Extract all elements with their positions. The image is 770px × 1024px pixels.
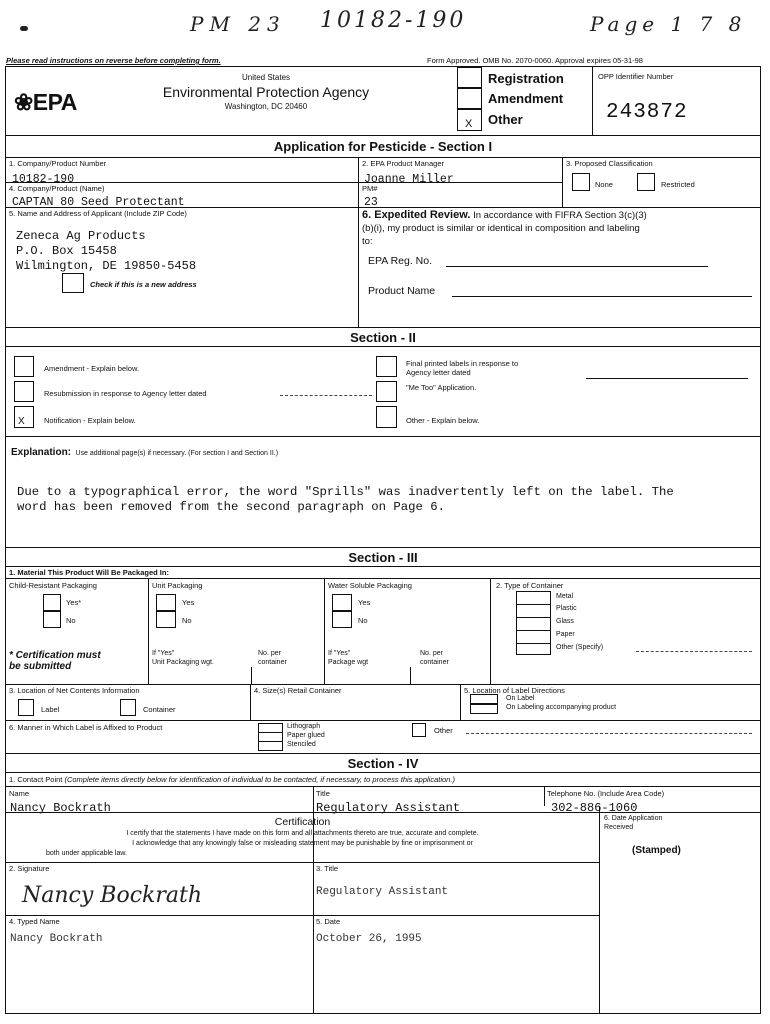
explanation-label: Explanation: Use additional page(s) if necessary. (For section I and Section II.) [11,447,279,458]
agency-address: Washington, DC 20460 [224,102,308,111]
directions-on-label: On Label [506,695,535,702]
stenciled-checkbox[interactable] [258,741,283,751]
container-metal: Metal [556,593,574,600]
certification-statement: I certify that the statements I have made on this form and all attachments thereto are true, accurate and complete. I acknowledge that any knowingly false or misleading statement may be punishable by fine or imprisonment or both under applicable law. [46,830,479,857]
section-1-title: Application for Pesticide - Section I [273,139,493,154]
notification-checked-mark: X [18,416,25,427]
pesticide-application-form [5,66,761,1014]
child-yes: Yes* [66,598,82,607]
classification-none-checkbox[interactable] [572,173,590,191]
agency-letter-date-field[interactable] [586,378,748,379]
unit-no-checkbox[interactable] [156,611,176,628]
product-name-label: 4. Company/Product (Name) [9,184,105,193]
unit-packaging-label: Unit Packaging [152,581,203,590]
container-paper: Paper [556,631,575,638]
pm-number: 23 [364,196,378,209]
agency-name: Environmental Protection Agency [162,84,370,100]
expedited-review-text: 6. Expedited Review. In accordance with FIFRA Section 3(c)(3) (b)(i), my product is similar or identical in composition and labeling to: [362,209,647,247]
epa-reg-field[interactable] [446,266,708,267]
resubmission-label: Resubmission in response to Agency letter dated [44,389,207,398]
contact-name: Nancy Bockrath [10,801,111,815]
contact-title: Regulatory Assistant [316,801,461,815]
container-type-label: 2. Type of Container [496,581,564,590]
explanation-line-2: word has been removed from the second paragraph on Page 6. [17,500,446,514]
container-glass: Glass [556,618,574,625]
method-lithograph: Lithograph [287,723,321,730]
net-contents-label: 3. Location of Net Contents Information [9,686,140,695]
omb-approval: Form Approved. OMB No. 2070-0060. Approval expires 05-31-98 [427,56,643,65]
contact-title-label: Title [316,789,330,798]
applicant-address-label: 5. Name and Address of Applicant (Include ZIP Code) [9,209,187,218]
section-3-title: Section - III [348,550,418,565]
agency-country: United States [241,73,291,82]
resubmission-date-field[interactable] [280,395,372,396]
unit-yes-checkbox[interactable] [156,594,176,611]
telephone: 302-886-1060 [551,801,638,815]
net-label: Label [41,705,60,714]
directions-on-label-checkbox[interactable] [470,694,498,704]
company-product-number-label: 1. Company/Product Number [9,159,107,168]
water-if-yes: If "Yes" Package wgt [328,650,369,666]
type-registration: Registration [488,71,564,86]
container-plastic: Plastic [556,605,577,612]
company-product-number: 10182-190 [12,173,75,186]
method-stenciled: Stenciled [287,741,316,748]
net-container: Container [143,705,176,714]
epa-flower-icon: ❀ [14,89,33,115]
handwritten-pm-note: PM 23 [190,12,286,36]
type-amendment: Amendment [488,91,564,106]
classification-none: None [595,180,613,189]
unit-if-yes: If "Yes" Unit Packaging wgt. [152,650,214,666]
stamped-note: (Stamped) [632,845,681,856]
handwritten-page-number: Page 1 7 8 [590,12,747,36]
amendment-explain-label: Amendment - Explain below. [44,364,140,373]
explanation-line-1: Due to a typographical error, the word "Sprills" was inadvertently left on the label. The [17,485,674,499]
scan-speck [20,26,28,31]
epa-reg-label: EPA Reg. No. [368,255,433,267]
signature: Nancy Bockrath [22,883,202,908]
typed-name-label: 4. Typed Name [9,917,60,926]
classification-restricted-checkbox[interactable] [637,173,655,191]
certification-title: Certification [274,816,331,828]
telephone-label: Telephone No. (Include Area Code) [547,789,665,798]
unit-no: No [182,616,192,625]
final-labels-checkbox[interactable] [376,356,397,377]
container-other: Other (Specify) [556,644,604,651]
method-other: Other [434,726,453,735]
new-address-label: Check if this is a new address [90,280,197,289]
water-no: No [358,616,368,625]
proposed-classification-label: 3. Proposed Classification [566,159,653,168]
product-name-ref-field[interactable] [452,296,752,297]
applicant-city: Wilmington, DE 19850-5458 [16,259,197,273]
epa-logo-text: EPA [32,89,77,115]
label-affixed-label: 6. Manner in Which Label is Affixed to Product [9,723,163,732]
type-other: Other [488,112,523,127]
signer-title-label: 3. Title [316,864,339,873]
registration-checkbox[interactable] [457,67,482,88]
water-no-checkbox[interactable] [332,611,352,628]
child-no-checkbox[interactable] [43,611,61,628]
signer-title: Regulatory Assistant [316,886,449,898]
method-other-field[interactable] [466,733,752,734]
material-packaged-label: 1. Material This Product Will Be Packaged In: [9,568,169,577]
other-checkbox[interactable] [457,109,482,131]
applicant-name: Zeneca Ag Products [16,229,146,243]
typed-name: Nancy Bockrath [10,933,103,945]
retail-container-label: 4. Size(s) Retail Container [254,686,342,695]
water-yes: Yes [358,598,371,607]
notification-label: Notification - Explain below. [44,416,136,425]
amendment-checkbox[interactable] [457,88,482,109]
instructions-note: Please read instructions on reverse before completing form. [6,56,221,65]
handwritten-product-number: 10182-190 [320,8,467,33]
notification-checkbox[interactable] [14,406,34,428]
pm-number-label: PM# [362,184,378,193]
date-received-label: 6. Date Application Received [604,815,663,831]
water-soluble-label: Water Soluble Packaging [328,581,412,590]
product-manager-label: 2. EPA Product Manager [362,159,444,168]
agency-header [126,73,406,111]
contact-point-label: 1. Contact Point (Complete items directly below for identification of individual to be contacted, if necessary, to process this application.) [9,775,455,784]
child-resistant-label: Child-Resistant Packaging [9,581,97,590]
contact-name-label: Name [9,789,30,798]
product-name-ref-label: Product Name [368,285,436,297]
unit-no-per: No. per container [258,650,287,666]
net-container-checkbox[interactable] [120,699,136,716]
container-other-field[interactable] [636,651,752,652]
container-type-boxes[interactable] [516,591,551,655]
section-2-title: Section - II [350,330,416,345]
unit-yes: Yes [182,598,195,607]
other-explain-checkbox[interactable] [376,406,397,428]
applicant-po-box: P.O. Box 15458 [16,244,117,258]
certification-note: * Certification must be submitted [9,650,101,672]
water-yes-checkbox[interactable] [332,594,352,611]
directions-labeling-checkbox[interactable] [470,704,498,714]
product-name: CAPTAN 80 Seed Protectant [12,196,185,209]
me-too-label: "Me Too" Application. [406,383,477,392]
other-explain-label: Other - Explain below. [406,416,480,425]
other-checked-mark: X [465,118,473,130]
child-no: No [66,616,76,625]
child-yes-checkbox[interactable] [43,594,61,611]
date-label: 5. Date [316,917,341,926]
opp-number: 243872 [606,101,688,124]
label-directions-label: 5. Location of Label Directions [464,686,565,695]
signature-label: 2. Signature [9,864,50,873]
section-4-title: Section - IV [347,756,419,771]
final-labels-label: Final printed labels in response to Agency letter dated [406,359,519,377]
amendment-explain-checkbox[interactable] [14,356,34,377]
opp-label: OPP Identifier Number [598,72,674,81]
water-no-per: No. per container [420,650,449,666]
net-label-checkbox[interactable] [18,699,34,716]
me-too-checkbox[interactable] [376,381,397,402]
method-paper-glued: Paper glued [287,732,325,739]
classification-restricted: Restricted [661,180,695,189]
method-other-checkbox[interactable] [412,723,426,737]
date-value: October 26, 1995 [316,933,422,945]
directions-on-labeling: On Labeling accompanying product [506,704,617,711]
resubmission-checkbox[interactable] [14,381,34,402]
epa-logo [14,89,77,116]
product-manager: Joanne Miller [364,173,454,186]
new-address-checkbox[interactable] [62,273,84,293]
